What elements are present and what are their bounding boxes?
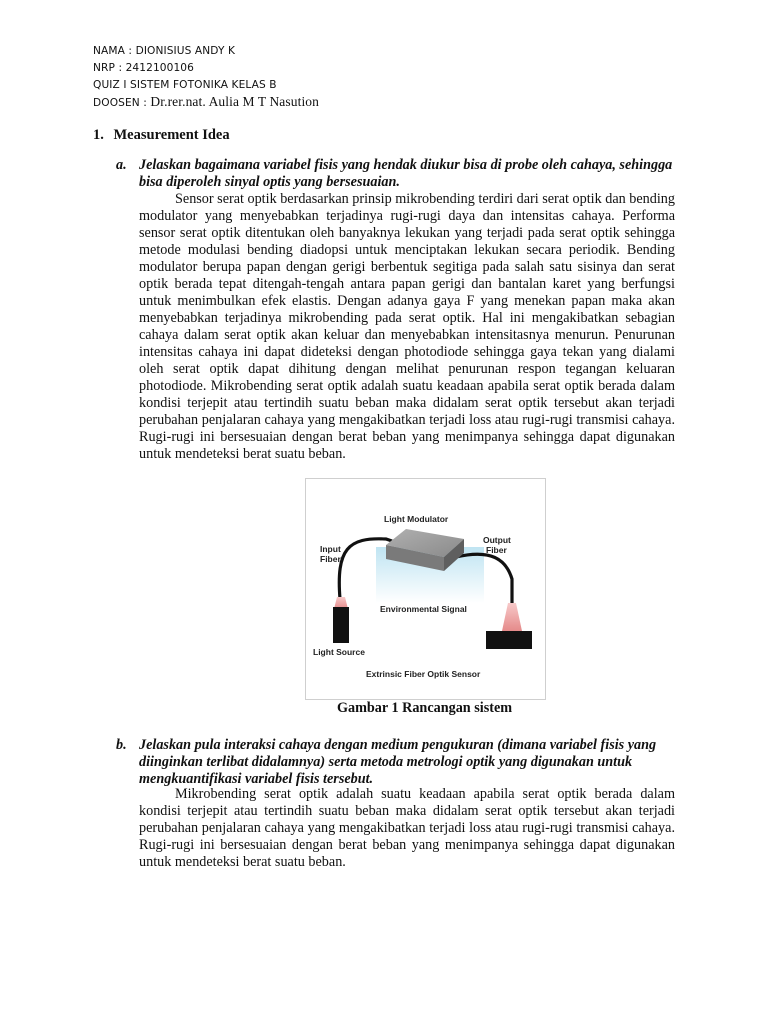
label-light-modulator: Light Modulator — [384, 514, 449, 524]
label-output-fiber-1: Output — [483, 535, 511, 545]
light-source-icon — [333, 607, 349, 643]
label-light-source: Light Source — [313, 647, 365, 657]
question-a-text: Jelaskan bagaimana variabel fisis yang hendak diukur bisa di probe oleh cahaya, sehingga bisa diperoleh sinyal optis yang bersesuaian. — [139, 157, 673, 190]
question-b-label: b. — [116, 737, 127, 753]
section-title: Measurement Idea — [113, 127, 230, 143]
label-input-fiber-1: Input — [320, 544, 341, 554]
question-b-text: Jelaskan pula interaksi cahaya dengan medium pengukuran (dimana variabel fisis yang diinginkan terlibat didalamnya) serta metoda metrologi optik yang digunakan untuk mengkuantifikasi variabel fisis tersebut. — [139, 737, 657, 787]
section-heading — [93, 127, 230, 144]
diagram-svg — [306, 479, 545, 699]
quiz-title: QUIZ I SISTEM FOTONIKA KELAS B — [93, 79, 277, 91]
lecturer-name: Dr.rer.nat. Aulia M T Nasution — [150, 94, 320, 109]
student-name: NAMA : DIONISIUS ANDY K — [93, 45, 236, 57]
label-diagram-title: Extrinsic Fiber Optik Sensor — [366, 669, 481, 679]
student-nrp: NRP : 2412100106 — [93, 62, 194, 74]
label-output-fiber-2: Fiber — [486, 545, 507, 555]
answer-b-paragraph: Mikrobending serat optik adalah suatu keadaan apabila serat optik berada dalam kondisi terjepit atau tertindih suatu beban maka didalam serat optik tersebut akan terjadi perubahan penjalaran cahaya yang mengakibatkan terjadi loss atau rugi-rugi transmisi cahaya. Rugi-rugi ini bersesuaian dengan berat beban yang menimpanya sehingga dapat digunakan untuk mendeteksi berat suatu beban. — [139, 786, 675, 870]
lecturer-label: DOOSEN : — [93, 97, 147, 109]
label-input-fiber-2: Fiber — [320, 554, 341, 564]
system-diagram — [305, 478, 546, 700]
figure-caption: Gambar 1 Rancangan sistem — [336, 700, 513, 716]
question-a-label: a. — [116, 157, 127, 173]
section-number: 1. — [93, 127, 104, 143]
label-environmental-signal: Environmental Signal — [380, 604, 467, 614]
answer-a-paragraph: Sensor serat optik berdasarkan prinsip mikrobending terdiri dari serat optik dan bending modulator yang menyebabkan terjadinya rugi-rugi daya dan intensitas cahaya. Performa sensor serat optik ditentukan oleh banyaknya lekukan yang terjadi pada serat optik sehingga metode modulasi bending diadopsi untuk menciptakan lekukan secara periodik. Bending modulator berupa papan dengan gerigi berbentuk segitiga pada salah satu sisinya dan serat optik berada tepat ditengah-tengah antara papan gerigi dan bantalan karet yang berfungsi untuk menimbulkan efek elastis. Dengan adanya gaya F yang menekan papan maka akan menyebabkan terjadinya mikrobending pada serat optik. Hal ini mengakibatkan sebagian cahaya dalam serat optik akan keluar dan menyebabkan intensitasnya menurun. Penurunan intensitas cahaya ini dapat dideteksi dengan photodiode sehingga gaya tekan yang dialami oleh serat optik dapat dihitung dengan melihat penurunan respon tegangan keluaran photodiode. Mikrobending serat optik adalah suatu keadaan apabila serat optik berada dalam kondisi terjepit atau tertindih suatu beban maka didalam serat optik tersebut akan terjadi perubahan penjalaran cahaya yang mengakibatkan terjadi loss atau rugi-rugi transmisi cahaya. Rugi-rugi ini bersesuaian dengan berat beban yang menimpanya sehingga dapat digunakan untuk mendeteksi berat suatu beban. — [139, 191, 675, 462]
lecturer-line — [93, 93, 319, 112]
detector-glow — [502, 603, 522, 631]
detector-icon — [486, 631, 532, 649]
